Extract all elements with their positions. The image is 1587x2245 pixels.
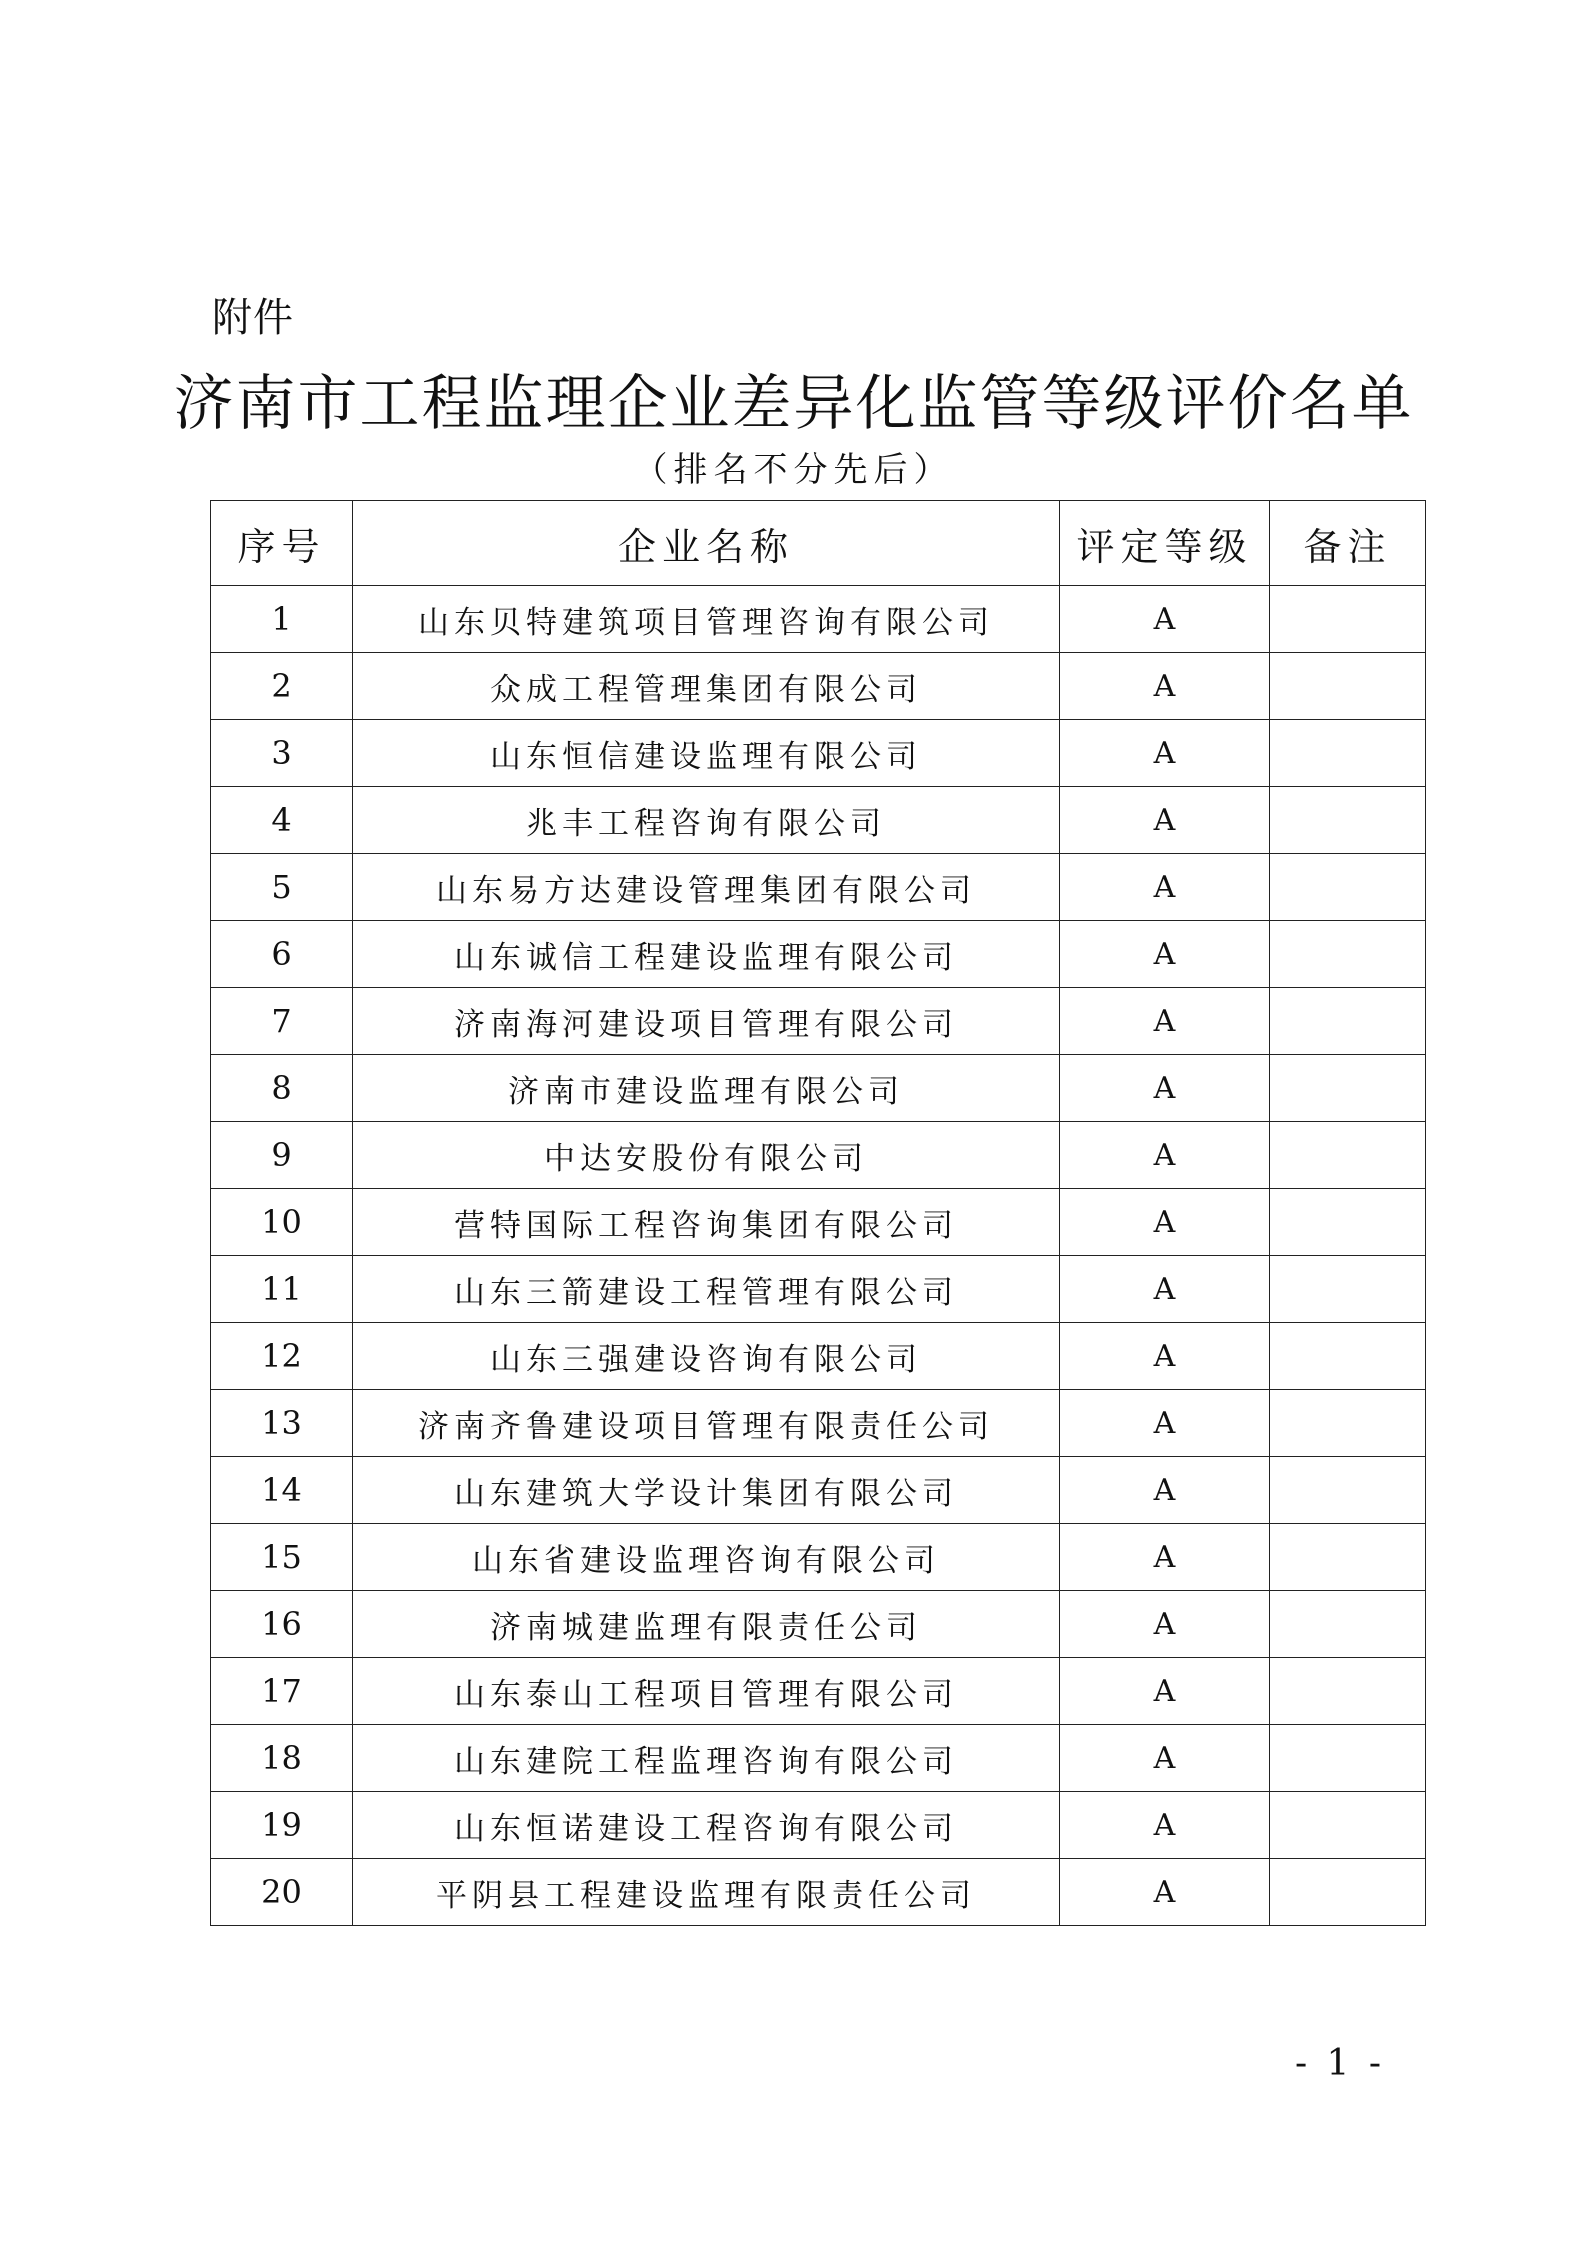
table-row	[211, 988, 1426, 1055]
row-number-cell: 7	[211, 988, 353, 1055]
enterprise-name-cell: 兆丰工程咨询有限公司	[353, 787, 1060, 854]
enterprise-list-table	[210, 500, 1426, 1926]
enterprise-name-cell: 山东建筑大学设计集团有限公司	[353, 1457, 1060, 1524]
row-number-cell: 14	[211, 1457, 353, 1524]
enterprise-name-cell: 众成工程管理集团有限公司	[353, 653, 1060, 720]
table-row	[211, 921, 1426, 988]
grade-cell: A	[1060, 1524, 1270, 1591]
note-cell	[1270, 1859, 1426, 1926]
note-cell	[1270, 1055, 1426, 1122]
table-row	[211, 1725, 1426, 1792]
table-row	[211, 1189, 1426, 1256]
table-body	[211, 586, 1426, 1926]
row-number-cell: 18	[211, 1725, 353, 1792]
grade-cell: A	[1060, 1390, 1270, 1457]
enterprise-name-cell: 济南海河建设项目管理有限公司	[353, 988, 1060, 1055]
table-row	[211, 586, 1426, 653]
column-header-note: 备注	[1270, 501, 1426, 586]
row-number-cell: 15	[211, 1524, 353, 1591]
enterprise-name-cell: 山东易方达建设管理集团有限公司	[353, 854, 1060, 921]
document-subtitle: （排名不分先后）	[633, 450, 954, 490]
grade-cell: A	[1060, 720, 1270, 787]
enterprise-name-cell: 山东诚信工程建设监理有限公司	[353, 921, 1060, 988]
document-title: 济南市工程监理企业差异化监管等级评价名单	[173, 369, 1414, 439]
note-cell	[1270, 586, 1426, 653]
enterprise-name-cell: 济南市建设监理有限公司	[353, 1055, 1060, 1122]
note-cell	[1270, 1189, 1426, 1256]
grade-cell: A	[1060, 988, 1270, 1055]
row-number-cell: 17	[211, 1658, 353, 1725]
row-number-cell: 20	[211, 1859, 353, 1926]
note-cell	[1270, 1122, 1426, 1189]
enterprise-name-cell: 山东恒信建设监理有限公司	[353, 720, 1060, 787]
table-row	[211, 1055, 1426, 1122]
grade-cell: A	[1060, 1055, 1270, 1122]
row-number-cell: 8	[211, 1055, 353, 1122]
column-header-no: 序号	[211, 501, 353, 586]
note-cell	[1270, 1256, 1426, 1323]
row-number-cell: 2	[211, 653, 353, 720]
row-number-cell: 10	[211, 1189, 353, 1256]
grade-cell: A	[1060, 1122, 1270, 1189]
table-row	[211, 1591, 1426, 1658]
enterprise-name-cell: 山东贝特建筑项目管理咨询有限公司	[353, 586, 1060, 653]
attachment-label: 附件	[212, 295, 294, 341]
row-number-cell: 3	[211, 720, 353, 787]
enterprise-name-cell: 济南城建监理有限责任公司	[353, 1591, 1060, 1658]
note-cell	[1270, 1323, 1426, 1390]
enterprise-name-cell: 山东泰山工程项目管理有限公司	[353, 1658, 1060, 1725]
row-number-cell: 13	[211, 1390, 353, 1457]
grade-cell: A	[1060, 1591, 1270, 1658]
grade-cell: A	[1060, 1859, 1270, 1926]
enterprise-name-cell: 济南齐鲁建设项目管理有限责任公司	[353, 1390, 1060, 1457]
grade-cell: A	[1060, 586, 1270, 653]
grade-cell: A	[1060, 787, 1270, 854]
enterprise-name-cell: 山东恒诺建设工程咨询有限公司	[353, 1792, 1060, 1859]
grade-cell: A	[1060, 921, 1270, 988]
table-row	[211, 720, 1426, 787]
row-number-cell: 19	[211, 1792, 353, 1859]
table-row	[211, 1792, 1426, 1859]
enterprise-name-cell: 中达安股份有限公司	[353, 1122, 1060, 1189]
grade-cell: A	[1060, 1256, 1270, 1323]
grade-cell: A	[1060, 1457, 1270, 1524]
note-cell	[1270, 1725, 1426, 1792]
row-number-cell: 1	[211, 586, 353, 653]
grade-cell: A	[1060, 653, 1270, 720]
grade-cell: A	[1060, 1658, 1270, 1725]
row-number-cell: 5	[211, 854, 353, 921]
row-number-cell: 4	[211, 787, 353, 854]
row-number-cell: 11	[211, 1256, 353, 1323]
enterprise-name-cell: 山东建院工程监理咨询有限公司	[353, 1725, 1060, 1792]
table-row	[211, 854, 1426, 921]
table-row	[211, 787, 1426, 854]
grade-cell: A	[1060, 1189, 1270, 1256]
table-row	[211, 1323, 1426, 1390]
note-cell	[1270, 653, 1426, 720]
enterprise-name-cell: 营特国际工程咨询集团有限公司	[353, 1189, 1060, 1256]
grade-cell: A	[1060, 854, 1270, 921]
grade-cell: A	[1060, 1792, 1270, 1859]
grade-cell: A	[1060, 1323, 1270, 1390]
table-row	[211, 1524, 1426, 1591]
note-cell	[1270, 1658, 1426, 1725]
row-number-cell: 6	[211, 921, 353, 988]
enterprise-name-cell: 山东省建设监理咨询有限公司	[353, 1524, 1060, 1591]
enterprise-name-cell: 山东三箭建设工程管理有限公司	[353, 1256, 1060, 1323]
note-cell	[1270, 1524, 1426, 1591]
note-cell	[1270, 1591, 1426, 1658]
note-cell	[1270, 1457, 1426, 1524]
column-header-name: 企业名称	[353, 501, 1060, 586]
page-number: - 1 -	[1294, 2043, 1386, 2084]
table-header-row	[211, 501, 1426, 586]
row-number-cell: 9	[211, 1122, 353, 1189]
table-row	[211, 1390, 1426, 1457]
table-row	[211, 1256, 1426, 1323]
table-row	[211, 1859, 1426, 1926]
row-number-cell: 12	[211, 1323, 353, 1390]
note-cell	[1270, 988, 1426, 1055]
note-cell	[1270, 854, 1426, 921]
note-cell	[1270, 787, 1426, 854]
note-cell	[1270, 921, 1426, 988]
row-number-cell: 16	[211, 1591, 353, 1658]
note-cell	[1270, 1792, 1426, 1859]
table-row	[211, 1457, 1426, 1524]
column-header-grade: 评定等级	[1060, 501, 1270, 586]
table-row	[211, 1122, 1426, 1189]
note-cell	[1270, 720, 1426, 787]
enterprise-name-cell: 山东三强建设咨询有限公司	[353, 1323, 1060, 1390]
grade-cell: A	[1060, 1725, 1270, 1792]
table-row	[211, 1658, 1426, 1725]
note-cell	[1270, 1390, 1426, 1457]
enterprise-name-cell: 平阴县工程建设监理有限责任公司	[353, 1859, 1060, 1926]
table-row	[211, 653, 1426, 720]
